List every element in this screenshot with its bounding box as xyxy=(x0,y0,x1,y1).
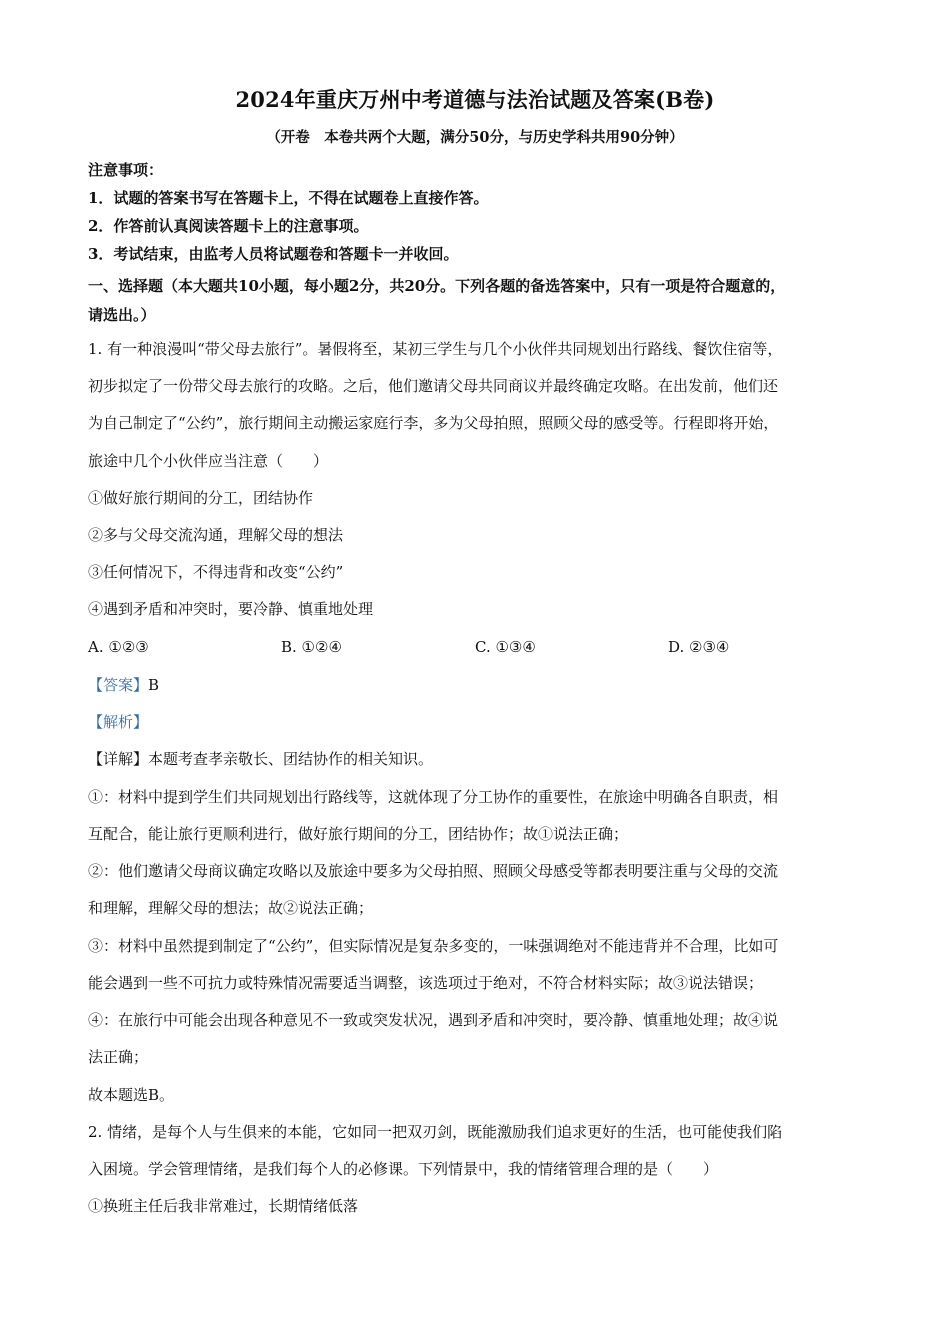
answer-tag: 【答案】 xyxy=(88,676,149,694)
detail-line: ①：材料中提到学生们共同规划出行路线等，这就体现了分工协作的重要性，在旅途中明确各自职责，相 xyxy=(88,788,779,806)
question-stem-line: 1. 有一种浪漫叫“带父母去旅行”。暑假将至，某初三学生与几个小伙伴共同规划出行路线、餐饮住宿等， xyxy=(88,340,783,358)
statement-item: ②多与父母交流沟通，理解父母的想法 xyxy=(88,526,344,544)
statement-item: ①换班主任后我非常难过，长期情绪低落 xyxy=(88,1197,359,1215)
option-d: D. ②③④ xyxy=(668,638,730,656)
notice-item: 2．作答前认真阅读答题卡上的注意事项。 xyxy=(88,217,369,235)
answer-line xyxy=(88,675,868,695)
section-heading: 一、选择题（本大题共10小题，每小题2分，共20分。下列各题的备选答案中，只有一项是符合题意的， xyxy=(88,277,786,295)
option-a: A. ①②③ xyxy=(88,638,149,656)
detail-line: 能会遇到一些不可抗力或特殊情况需要适当调整，该选项过于绝对，不符合材料实际；故③说法错误； xyxy=(88,974,764,992)
analysis-tag: 【解析】 xyxy=(88,713,149,731)
question-stem-line: 旅途中几个小伙伴应当注意（ ） xyxy=(88,452,329,470)
section-heading: 请选出。） xyxy=(88,306,156,324)
option-b: B. ①②④ xyxy=(281,638,342,656)
detail-line: ③：材料中虽然提到制定了“公约”，但实际情况是复杂多变的，一味强调绝对不能违背并不合理，比如可 xyxy=(88,937,779,955)
statement-item: ①做好旅行期间的分工，团结协作 xyxy=(88,489,314,507)
question-stem-line: 入困境。学会管理情绪，是我们每个人的必修课。下列情景中，我的情绪管理合理的是（ ） xyxy=(88,1160,719,1178)
statement-item: ③任何情况下，不得违背和改变“公约” xyxy=(88,563,344,581)
statement-item: ④遇到矛盾和冲突时，要冷静、慎重地处理 xyxy=(88,600,374,618)
detail-line: 和理解，理解父母的想法；故②说法正确； xyxy=(88,899,374,917)
notice-item: 3．考试结束，由监考人员将试题卷和答题卡一并收回。 xyxy=(88,245,459,263)
detail-line: ②：他们邀请父母商议确定攻略以及旅途中要多为父母拍照、照顾父母感受等都表明要注重与父母的交流 xyxy=(88,862,779,880)
page-subtitle: （开卷 本卷共两个大题，满分50分，与历史学科共用90分钟） xyxy=(266,129,684,146)
notice-item: 1．试题的答案书写在答题卡上，不得在试题卷上直接作答。 xyxy=(88,189,489,207)
detail-line: 互配合，能让旅行更顺利进行，做好旅行期间的分工，团结协作；故①说法正确； xyxy=(88,825,629,843)
detail-line: 故本题选B。 xyxy=(88,1086,175,1104)
detail-line: ④：在旅行中可能会出现各种意见不一致或突发状况，遇到矛盾和冲突时，要冷静、慎重地处理；故④说 xyxy=(88,1011,779,1029)
notice-title: 注意事项： xyxy=(88,161,164,179)
question-stem-line: 2. 情绪，是每个人与生俱来的本能，它如同一把双刃剑，既能激励我们追求更好的生活，也可能使我们陷 xyxy=(88,1123,783,1141)
option-c: C. ①③④ xyxy=(475,638,536,656)
question-stem-line: 初步拟定了一份带父母去旅行的攻略。之后，他们邀请父母共同商议并最终确定攻略。在出发前，他们还 xyxy=(88,377,779,395)
question-stem-line: 为自己制定了“公约”，旅行期间主动搬运家庭行李，多为父母拍照，照顾父母的感受等。行程即将开始， xyxy=(88,414,779,432)
page-title: 2024年重庆万州中考道德与法治试题及答案(B卷) xyxy=(235,87,715,112)
answer-value: B xyxy=(148,676,160,694)
detail-line: 法正确； xyxy=(88,1048,149,1066)
detail-line: 【详解】本题考查孝亲敬长、团结协作的相关知识。 xyxy=(88,750,434,768)
